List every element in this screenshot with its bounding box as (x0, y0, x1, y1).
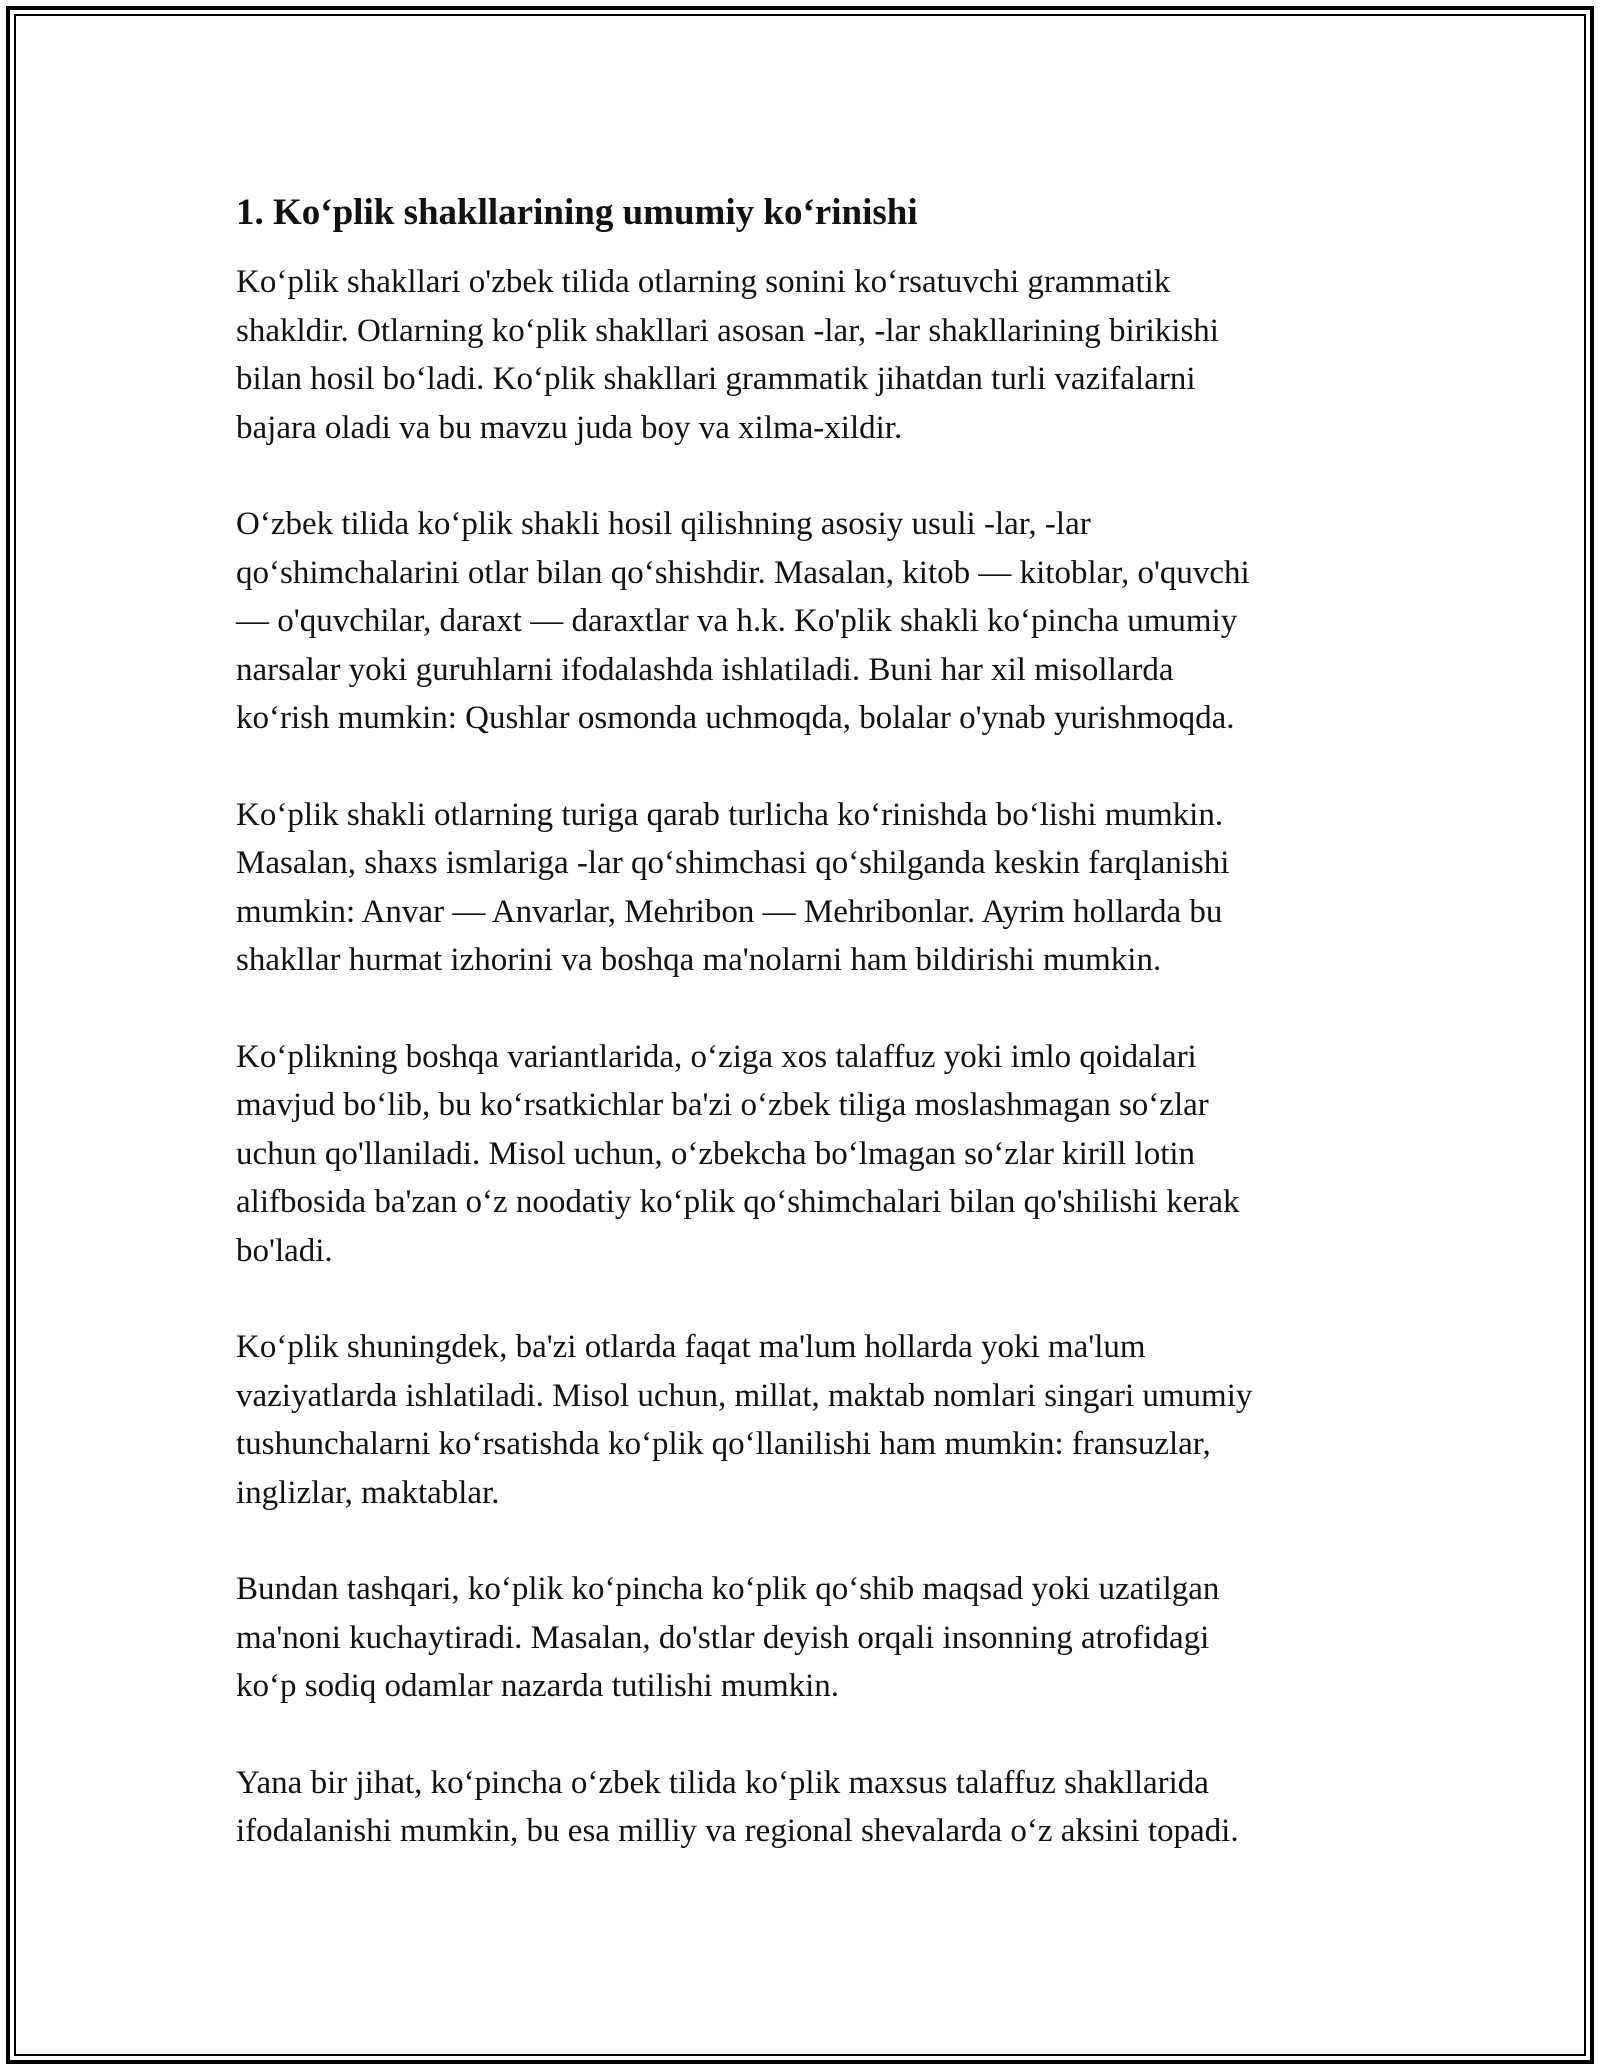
paragraph-line: Ko‘plikning boshqa variantlarida, o‘ziga xos talaffuz yoki imlo qoidalari (236, 1038, 1197, 1075)
paragraph-line: Ko‘plik shakli otlarning turiga qarab turlicha ko‘rinishda bo‘lishi mumkin. (236, 796, 1224, 833)
paragraph-line: inglizlar, maktablar. (236, 1474, 500, 1511)
paragraph (236, 1323, 1386, 1517)
paragraph-line: mumkin: Anvar — Anvarlar, Mehribon — Mehribonlar. Ayrim hollarda bu (236, 893, 1223, 930)
paragraph-line: O‘zbek tilida ko‘plik shakli hosil qilishning asosiy usuli -lar, -lar (236, 506, 1091, 542)
paragraph-line: tushunchalarni ko‘rsatishda ko‘plik qo‘llanilishi ham mumkin: fransuzlar, (236, 1426, 1211, 1462)
paragraph-line: uchun qo'llaniladi. Misol uchun, o‘zbekcha bo‘lmagan so‘zlar kirill lotin (236, 1135, 1196, 1172)
paragraph (236, 500, 1386, 743)
paragraph-line: bajara oladi va bu mavzu juda boy va xilma-xildir. (236, 409, 903, 446)
paragraph-line: ma'noni kuchaytiradi. Masalan, do'stlar deyish orqali insonning atrofidagi (236, 1619, 1210, 1656)
paragraph-line: bilan hosil bo‘ladi. Ko‘plik shakllari grammatik jihatdan turli vazifalarni (236, 361, 1196, 397)
paragraph (236, 791, 1386, 985)
paragraph-line: narsalar yoki guruhlarni ifodalashda ishlatiladi. Buni har xil misollarda (236, 651, 1174, 688)
paragraph-line: Ko‘plik shakllari o'zbek tilida otlarning sonini ko‘rsatuvchi grammatik (236, 264, 1171, 300)
paragraph-line: — o'quvchilar, daraxt — daraxtlar va h.k. Ko'plik shakli ko‘pincha umumiy (236, 603, 1238, 639)
paragraph-line: mavjud bo‘lib, bu ko‘rsatkichlar ba'zi o‘zbek tiliga moslashmagan so‘zlar (236, 1087, 1209, 1123)
paragraph-line: ko‘p sodiq odamlar nazarda tutilishi mumkin. (236, 1668, 840, 1704)
section-heading: 1. Ko‘plik shakllarining umumiy ko‘rinishi (236, 192, 918, 233)
paragraph-line: vaziyatlarda ishlatiladi. Misol uchun, millat, maktab nomlari singari umumiy (236, 1377, 1253, 1414)
paragraph-line: ifodalanishi mumkin, bu esa milliy va regional shevalarda o‘z aksini topadi. (236, 1813, 1239, 1849)
paragraph-line: Yana bir jihat, ko‘pincha o‘zbek tilida ko‘plik maxsus talaffuz shakllarida (236, 1764, 1209, 1801)
paragraph (236, 1759, 1386, 1856)
paragraph-line: Ko‘plik shuningdek, ba'zi otlarda faqat ma'lum hollarda yoki ma'lum (236, 1329, 1146, 1365)
paragraph-line: Masalan, shaxs ismlariga -lar qo‘shimchasi qo‘shilganda keskin farqlanishi (236, 845, 1230, 881)
paragraph (236, 1033, 1386, 1276)
paragraph-line: shakllar hurmat izhorini va boshqa ma'nolarni ham bildirishi mumkin. (236, 942, 1162, 978)
paragraph-line: alifbosida ba'zan o‘z noodatiy ko‘plik qo‘shimchalari bilan qo'shilishi kerak (236, 1184, 1240, 1220)
paragraph-line: ko‘rish mumkin: Qushlar osmonda uchmoqda, bolalar o'ynab yurishmoqda. (236, 700, 1235, 736)
paragraph-list (236, 258, 1386, 1856)
paragraph-line: qo‘shimchalarini otlar bilan qo‘shishdir. Masalan, kitob — kitoblar, o'quvchi (236, 554, 1250, 591)
paragraph-line: bo'ladi. (236, 1232, 333, 1269)
paragraph-line: Bundan tashqari, ko‘plik ko‘pincha ko‘plik qo‘shib maqsad yoki uzatilgan (236, 1571, 1220, 1607)
paragraph (236, 1565, 1386, 1711)
paragraph (236, 258, 1386, 452)
document-body (236, 188, 1386, 1904)
paragraph-line: shakldir. Otlarning ko‘plik shakllari asosan -lar, -lar shakllarining birikishi (236, 312, 1219, 349)
